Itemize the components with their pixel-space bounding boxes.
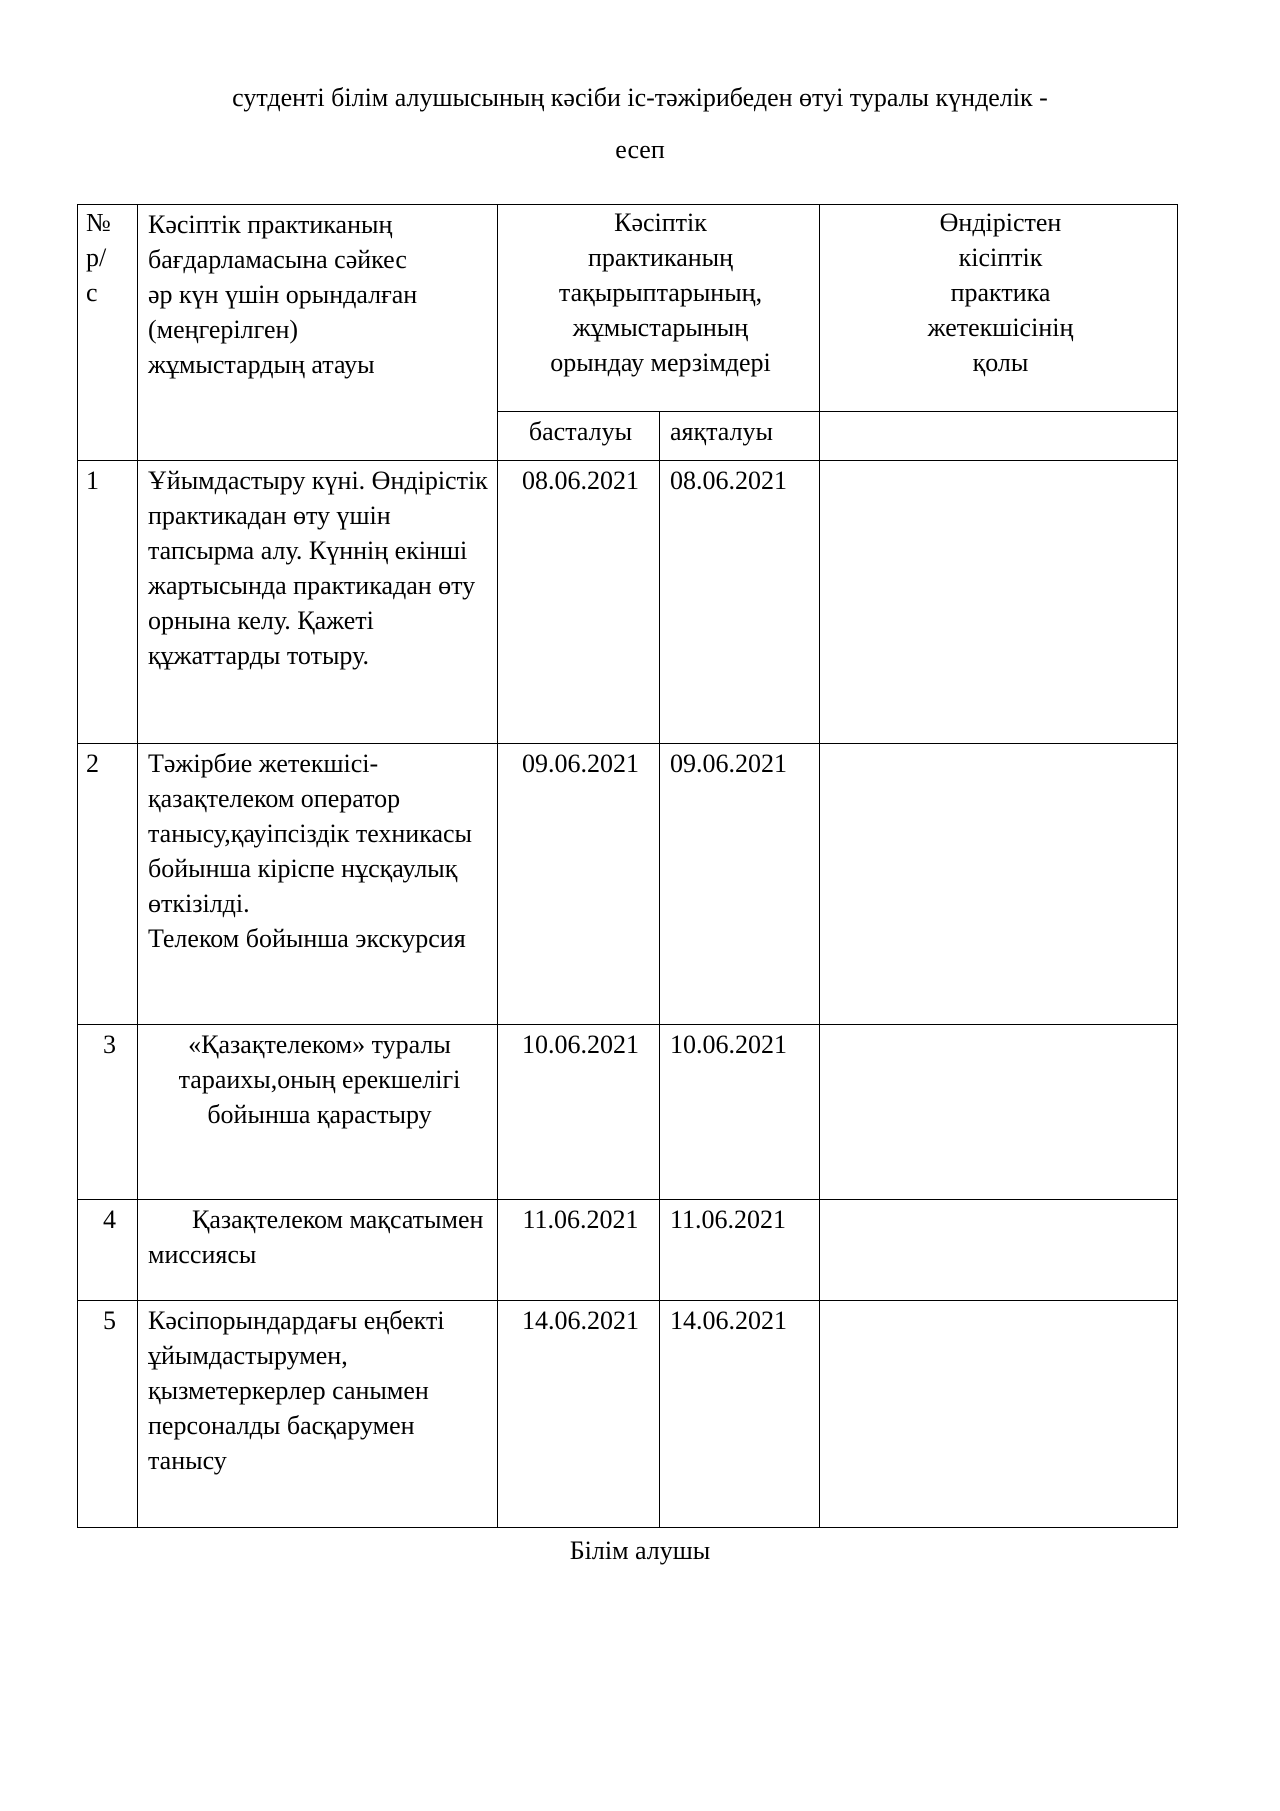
practice-journal-table: [77, 204, 1178, 1528]
table-row: [78, 744, 1178, 1025]
table-row: [78, 1025, 1178, 1200]
header-start: басталуы: [498, 412, 660, 461]
row-number: 4: [78, 1200, 138, 1301]
row-end-date: 08.06.2021: [660, 461, 820, 744]
row-start-date: 14.06.2021: [498, 1301, 660, 1528]
row-start-date: 08.06.2021: [498, 461, 660, 744]
row-work: Ұйымдастыру күні. Өндірістік практикадан өту үшін тапсырма алу. Күннің екінші жартысында практикадан өту орнына келу. Қажеті құжаттарды тотыру.: [138, 461, 498, 744]
header-number: № р/ с: [78, 205, 138, 461]
row-end-date: 14.06.2021: [660, 1301, 820, 1528]
row-number: 3: [78, 1025, 138, 1200]
row-number: 5: [78, 1301, 138, 1528]
student-label: Білім алушы: [569, 1536, 711, 1565]
row-number: 2: [78, 744, 138, 1025]
row-end-date: 09.06.2021: [660, 744, 820, 1025]
document-title-line-1: сутденті білім алушысының кәсіби іс-тәжірибеден өтуі туралы күнделік -: [232, 83, 1048, 112]
row-signature: [820, 1200, 1178, 1301]
table-row: [78, 1200, 1178, 1301]
header-supervisor-signature: Өндірістен кісіптік практика жетекшісінің қолы: [820, 205, 1178, 412]
row-work: «Қазақтелеком» туралы тараихы,оның ерекшелігі бойынша қарастыру: [138, 1025, 498, 1200]
row-start-date: 11.06.2021: [498, 1200, 660, 1301]
header-signature-sub-empty: [820, 412, 1178, 461]
row-number: 1: [78, 461, 138, 744]
row-signature: [820, 1301, 1178, 1528]
document-title-line-2: есеп: [615, 135, 665, 164]
table-header-row: [78, 205, 1178, 412]
row-work: Кәсіпорындардағы еңбекті ұйымдастырумен, қызметеркерлер санымен персоналды басқарумен танысу: [138, 1301, 498, 1528]
row-work: Тәжірбие жетекшісі-қазақтелеком оператор танысу,қауіпсіздік техникасы бойынша кіріспе нұсқаулық өткізілді. Телеком бойынша экскурсия: [138, 744, 498, 1025]
header-deadlines: Кәсіптік практиканың тақырыптарының, жұмыстарының орындау мерзімдері: [498, 205, 820, 412]
row-start-date: 09.06.2021: [498, 744, 660, 1025]
row-start-date: 10.06.2021: [498, 1025, 660, 1200]
row-end-date: 11.06.2021: [660, 1200, 820, 1301]
header-work-name: [138, 205, 498, 461]
row-signature: [820, 1025, 1178, 1200]
row-signature: [820, 744, 1178, 1025]
row-signature: [820, 461, 1178, 744]
row-work: Қазақтелеком мақсатымен миссиясы: [138, 1200, 498, 1301]
table-row: [78, 461, 1178, 744]
header-end: аяқталуы: [660, 412, 820, 461]
table-row: [78, 1301, 1178, 1528]
header-work-name-text: Кәсіптік практиканың бағдарламасына сәйкес әр күн үшін орындалған (меңгерілген) жұмыстардың атауы: [148, 210, 418, 379]
row-end-date: 10.06.2021: [660, 1025, 820, 1200]
